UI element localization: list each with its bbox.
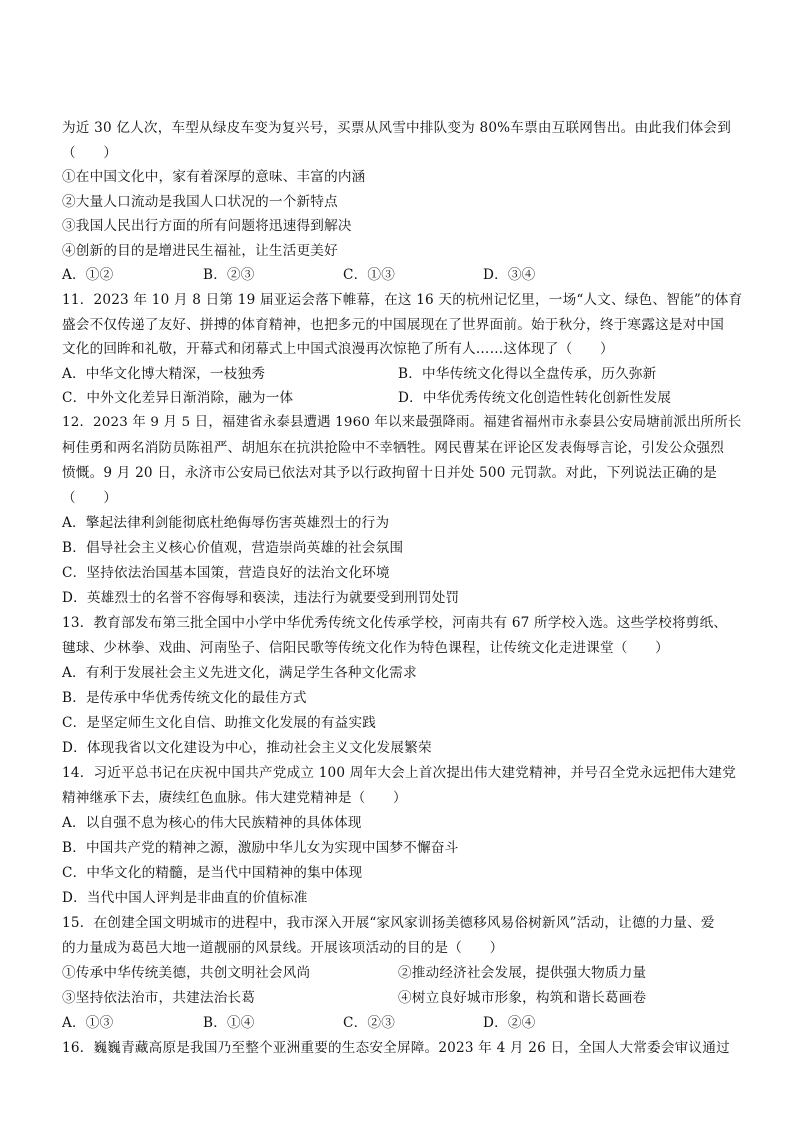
q15-stem-line-1: 15．在创建全国文明城市的进程中，我市深入开展“家风家训扬美德移风易俗树新风”活动，让德的力量、爱 (62, 915, 715, 931)
q15-statement-3: ③坚持依法治市，共建法治长葛 (62, 990, 256, 1006)
q15-statements-row-2 (62, 989, 742, 1007)
q14-option-b[interactable]: B．中国共产党的精神之源，激励中华儿女为实现中国梦不懈奋斗 (62, 840, 459, 856)
q15-option-c[interactable]: C．②③ (343, 1015, 395, 1031)
q16-stem-line-1: 16．巍巍青藏高原是我国乃至整个亚洲重要的生态安全屏障。2023 年 4 月 26 日，全国人大常委会审议通过 (62, 1040, 730, 1056)
q14-option-c[interactable]: C．中华文化的精髓，是当代中国精神的集中体现 (62, 865, 363, 881)
q10-statement-1: ①在中国文化中，家有着深厚的意味、丰富的内涵 (62, 169, 366, 185)
q12-stem-line-2: 柯佳勇和两名消防员陈祖严、胡旭东在抗洪抢险中不幸牺牲。网民曹某在评论区发表侮辱言论，引发公众强烈 (62, 440, 725, 456)
q11-stem-line-1: 11．2023 年 10 月 8 日第 19 届亚运会落下帷幕，在这 16 天的杭州记忆里，一场“人文、绿色、智能”的体育 (62, 292, 743, 308)
q12-stem-line-1: 12．2023 年 9 月 5 日，福建省永泰县遭遇 1960 年以来最强降雨。福建省福州市永泰县公安局塘前派出所所长 (62, 415, 742, 430)
q12-stem-line-3: 愤慨。9 月 20 日，永济市公安局已依法对其予以行政拘留十日并处 500 元罚款。对此，下列说法正确的是 (62, 465, 718, 481)
q13-option-c[interactable]: C．是坚定师生文化自信、助推文化发展的有益实践 (62, 715, 377, 731)
q13-option-d[interactable]: D．体现我省以文化建设为中心，推动社会主义文化发展繁荣 (62, 740, 432, 756)
q15-statement-2: ②推动经济社会发展，提供强大物质力量 (398, 965, 647, 981)
q10-option-a[interactable]: A．①② (62, 267, 114, 283)
q11-options-row-2 (62, 389, 742, 407)
q12-option-a[interactable]: A．擎起法律利剑能彻底杜绝侮辱伤害英雄烈士的行为 (62, 515, 390, 531)
q11-option-b[interactable]: B．中华传统文化得以全盘传承，历久弥新 (398, 366, 657, 382)
q15-stem-line-2: 的力量成为葛邑大地一道靓丽的风景线。开展该项活动的目的是（ ） (62, 940, 504, 956)
q10-options (62, 266, 742, 284)
q10-stem-continued: 为近 30 亿人次，车型从绿皮车变为复兴号，买票从风雪中排队变为 80%车票由互联网售出。由此我们体会到 (62, 120, 731, 136)
q14-option-a[interactable]: A．以自强不息为核心的伟大民族精神的具体体现 (62, 815, 362, 831)
q10-statement-2: ②大量人口流动是我国人口状况的一个新特点 (62, 194, 338, 210)
q15-statement-4: ④树立良好城市形象，构筑和谐长葛画卷 (398, 990, 647, 1006)
q15-statements-row-1 (62, 964, 742, 982)
q12-option-d[interactable]: D．英雄烈士的名誉不容侮辱和亵渎，违法行为就要受到刑罚处罚 (62, 590, 460, 606)
q11-options-row-1 (62, 365, 742, 383)
q12-option-b[interactable]: B．倡导社会主义核心价值观，营造崇尚英雄的社会氛围 (62, 540, 404, 556)
q10-answer-bracket: （ ） (62, 145, 118, 161)
q15-statement-1: ①传承中华传统美德，共创文明社会风尚 (62, 965, 311, 981)
q10-statement-3: ③我国人民出行方面的所有问题将迅速得到解决 (62, 218, 352, 234)
q11-stem-line-3: 文化的回眸和礼敬，开幕式和闭幕式上中国式浪漫再次惊艳了所有人……这体现了（ ） (62, 341, 614, 357)
q14-option-d[interactable]: D．当代中国人评判是非曲直的价值标准 (62, 890, 308, 906)
q10-statement-4: ④创新的目的是增进民生福祉，让生活更美好 (62, 243, 338, 259)
q13-stem-line-2: 毽球、少林拳、戏曲、河南坠子、信阳民歌等传统文化作为特色课程，让传统文化走进课堂（ ） (62, 640, 669, 656)
q13-stem-line-1: 13．教育部发布第三批全国中小学中华优秀传统文化传承学校，河南共有 67 所学校入选。这些学校将剪纸、 (62, 615, 728, 631)
q11-stem-line-2: 盛会不仅传递了友好、拼搏的体育精神，也把多元的中国展现在了世界面前。始于秋分，终于寒露这是对中国 (62, 317, 725, 333)
q11-option-d[interactable]: D．中华优秀传统文化创造性转化创新性发展 (398, 390, 672, 406)
q13-option-a[interactable]: A．有利于发展社会主义先进文化，满足学生各种文化需求 (62, 665, 417, 681)
q10-option-c[interactable]: C．①③ (343, 267, 395, 283)
q15-option-d[interactable]: D．②④ (483, 1015, 536, 1031)
q11-option-c[interactable]: C．中外文化差异日渐消除，融为一体 (62, 390, 294, 406)
q15-option-a[interactable]: A．①③ (62, 1015, 114, 1031)
q14-stem-line-2: 精神继承下去，赓续红色血脉。伟大建党精神是（ ） (62, 790, 407, 806)
q10-option-d[interactable]: D．③④ (483, 267, 536, 283)
q15-option-b[interactable]: B．①④ (203, 1015, 255, 1031)
q13-option-b[interactable]: B．是传承中华优秀传统文化的最佳方式 (62, 690, 307, 706)
q15-options (62, 1014, 742, 1032)
q12-option-c[interactable]: C．坚持依法治国基本国策，营造良好的法治文化环境 (62, 565, 390, 581)
q12-answer-bracket: （ ） (62, 490, 118, 506)
q10-option-b[interactable]: B．②③ (203, 267, 255, 283)
q14-stem-line-1: 14．习近平总书记在庆祝中国共产党成立 100 周年大会上首次提出伟大建党精神，并号召全党永远把伟大建党 (62, 765, 737, 781)
q11-option-a[interactable]: A．中华文化博大精深，一枝独秀 (62, 366, 266, 382)
